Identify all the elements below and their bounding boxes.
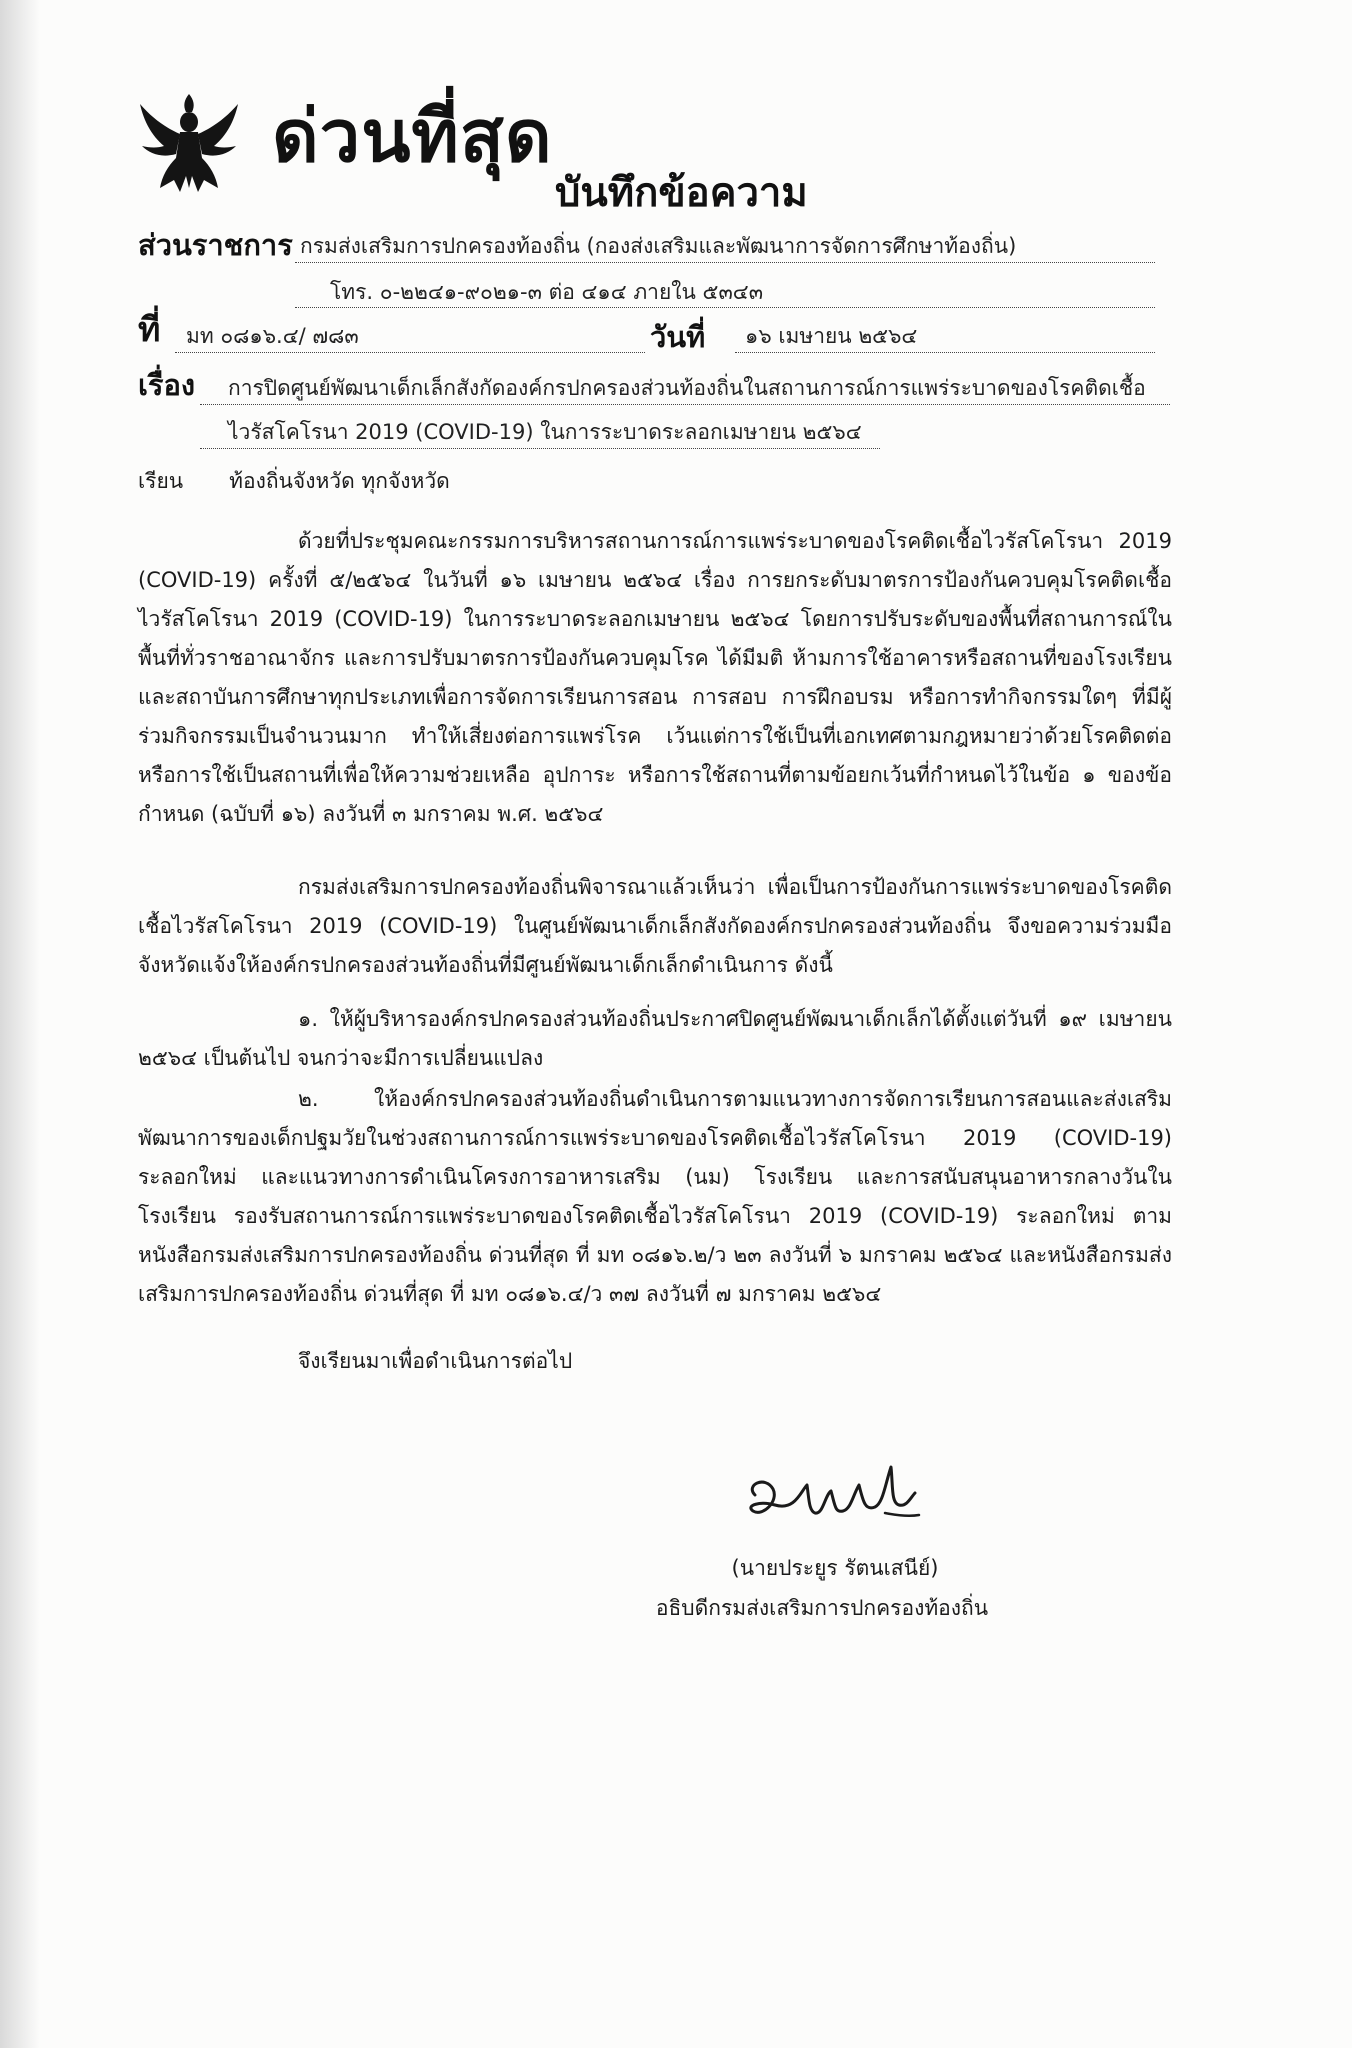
agency-value: กรมส่งเสริมการปกครองท้องถิ่น (กองส่งเสริมและพัฒนาการจัดการศึกษาท้องถิ่น)	[300, 234, 1017, 258]
subject-underline-1	[200, 404, 1170, 405]
date-underline	[735, 352, 1155, 353]
signer-title: อธิบดีกรมส่งเสริมการปกครองท้องถิ่น	[655, 1596, 989, 1620]
body-item-2: ๒. ให้องค์กรปกครองส่วนท้องถิ่นดำเนินการตามแนวทางการจัดการเรียนการสอนและส่งเสริมพัฒนาการของเด็กปฐมวัยในช่วงสถานการณ์การแพร่ระบาดของโรคติดเชื้อไวรัสโคโรนา 2019 (COVID-19) ระลอกใหม่ และแนวทางการดำเนินโครงการอาหารเสริม (นม) โรงเรียน และการสนับสนุนอาหารกลางวันในโรงเรียน รองรับสถานการณ์การแพร่ระบาดของโรคติดเชื้อไวรัสโคโรนา 2019 (COVID-19) ระลอกใหม่ ตามหนังสือกรมส่งเสริมการปกครองท้องถิ่น ด่วนที่สุด ที่ มท ๐๘๑๖.๒/ว ๒๓ ลงวันที่ ๖ มกราคม ๒๕๖๔ และหนังสือกรมส่งเสริมการปกครองท้องถิ่น ด่วนที่สุด ที่ มท ๐๘๑๖.๔/ว ๓๗ ลงวันที่ ๗ มกราคม ๒๕๖๔	[138, 1087, 1172, 1306]
urgency-stamp: ด่วนที่สุด	[272, 94, 553, 178]
salutation-recipient: ท้องถิ่นจังหวัด ทุกจังหวัด	[229, 469, 450, 493]
date-label: วันที่	[650, 320, 706, 354]
phone-underline	[295, 307, 1155, 308]
subject-line-2: ไวรัสโคโรนา 2019 (COVID-19) ในการระบาดระลอกเมษายน ๒๕๖๔	[228, 420, 862, 444]
signer-name: (นายประยูร รัตนเสนีย์)	[731, 1556, 939, 1580]
handwritten-signature	[735, 1455, 925, 1540]
memo-title: บันทึกข้อความ	[555, 170, 808, 216]
salutation-label: เรียน	[138, 469, 184, 493]
subject-underline-2	[200, 448, 880, 449]
subject-line-1: การปิดศูนย์พัฒนาเด็กเล็กสังกัดองค์กรปกครองส่วนท้องถิ่นในสถานการณ์การแพร่ระบาดของโรคติดเชื้อ	[228, 376, 1146, 400]
agency-underline	[295, 262, 1155, 263]
closing-line: จึงเรียนมาเพื่อดำเนินการต่อไป	[298, 1349, 573, 1373]
date-value: ๑๖ เมษายน ๒๕๖๔	[745, 324, 918, 348]
ref-label: ที่	[138, 310, 161, 350]
phone-line: โทร. ๐-๒๒๔๑-๙๐๒๑-๓ ต่อ ๔๑๔ ภายใน ๕๓๔๓	[330, 280, 764, 304]
salutation	[138, 465, 450, 498]
subject-label: เรื่อง	[138, 368, 196, 402]
ref-underline	[175, 352, 645, 353]
garuda-emblem-icon	[134, 88, 244, 198]
body-paragraph-2: กรมส่งเสริมการปกครองท้องถิ่นพิจารณาแล้วเห็นว่า เพื่อเป็นการป้องกันการแพร่ระบาดของโรคติดเชื้อไวรัสโคโรนา 2019 (COVID-19) ในศูนย์พัฒนาเด็กเล็กสังกัดองค์กรปกครองส่วนท้องถิ่น จึงขอความร่วมมือจังหวัดแจ้งให้องค์กรปกครองส่วนท้องถิ่นที่มีศูนย์พัฒนาเด็กเล็กดำเนินการ ดังนี้	[138, 875, 1172, 977]
body-paragraph-1: ด้วยที่ประชุมคณะกรรมการบริหารสถานการณ์การแพร่ระบาดของโรคติดเชื้อไวรัสโคโรนา 2019 (COVID-19) ครั้งที่ ๕/๒๕๖๔ ในวันที่ ๑๖ เมษายน ๒๕๖๔ เรื่อง การยกระดับมาตรการป้องกันควบคุมโรคติดเชื้อไวรัสโคโรนา 2019 (COVID-19) ในการระบาดระลอกเมษายน ๒๕๖๔ โดยการปรับระดับของพื้นที่สถานการณ์ในพื้นที่ทั่วราชอาณาจักร และการปรับมาตรการป้องกันควบคุมโรค ได้มีมติ ห้ามการใช้อาคารหรือสถานที่ของโรงเรียนและสถาบันการศึกษาทุกประเภทเพื่อการจัดการเรียนการสอน การสอบ การฝึกอบรม หรือการทำกิจกรรมใดๆ ที่มีผู้ร่วมกิจกรรมเป็นจำนวนมาก ทำให้เสี่ยงต่อการแพร่โรค เว้นแต่การใช้เป็นที่เอกเทศตามกฎหมายว่าด้วยโรคติดต่อ หรือการใช้เป็นสถานที่เพื่อให้ความช่วยเหลือ อุปการะ หรือการใช้สถานที่ตามข้อยกเว้นที่กำหนดไว้ในข้อ ๑ ของข้อกำหนด (ฉบับที่ ๑๖) ลงวันที่ ๓ มกราคม พ.ศ. ๒๕๖๔	[138, 529, 1172, 826]
agency-label: ส่วนราชการ	[138, 228, 293, 262]
ref-value: มท ๐๘๑๖.๔/ ๗๘๓	[186, 324, 359, 348]
body-item-1: ๑. ให้ผู้บริหารองค์กรปกครองส่วนท้องถิ่นประกาศปิดศูนย์พัฒนาเด็กเล็กได้ตั้งแต่วันที่ ๑๙ เมษายน ๒๕๖๔ เป็นต้นไป จนกว่าจะมีการเปลี่ยนแปลง	[138, 1007, 1172, 1070]
page-edge-shadow	[0, 0, 40, 2048]
